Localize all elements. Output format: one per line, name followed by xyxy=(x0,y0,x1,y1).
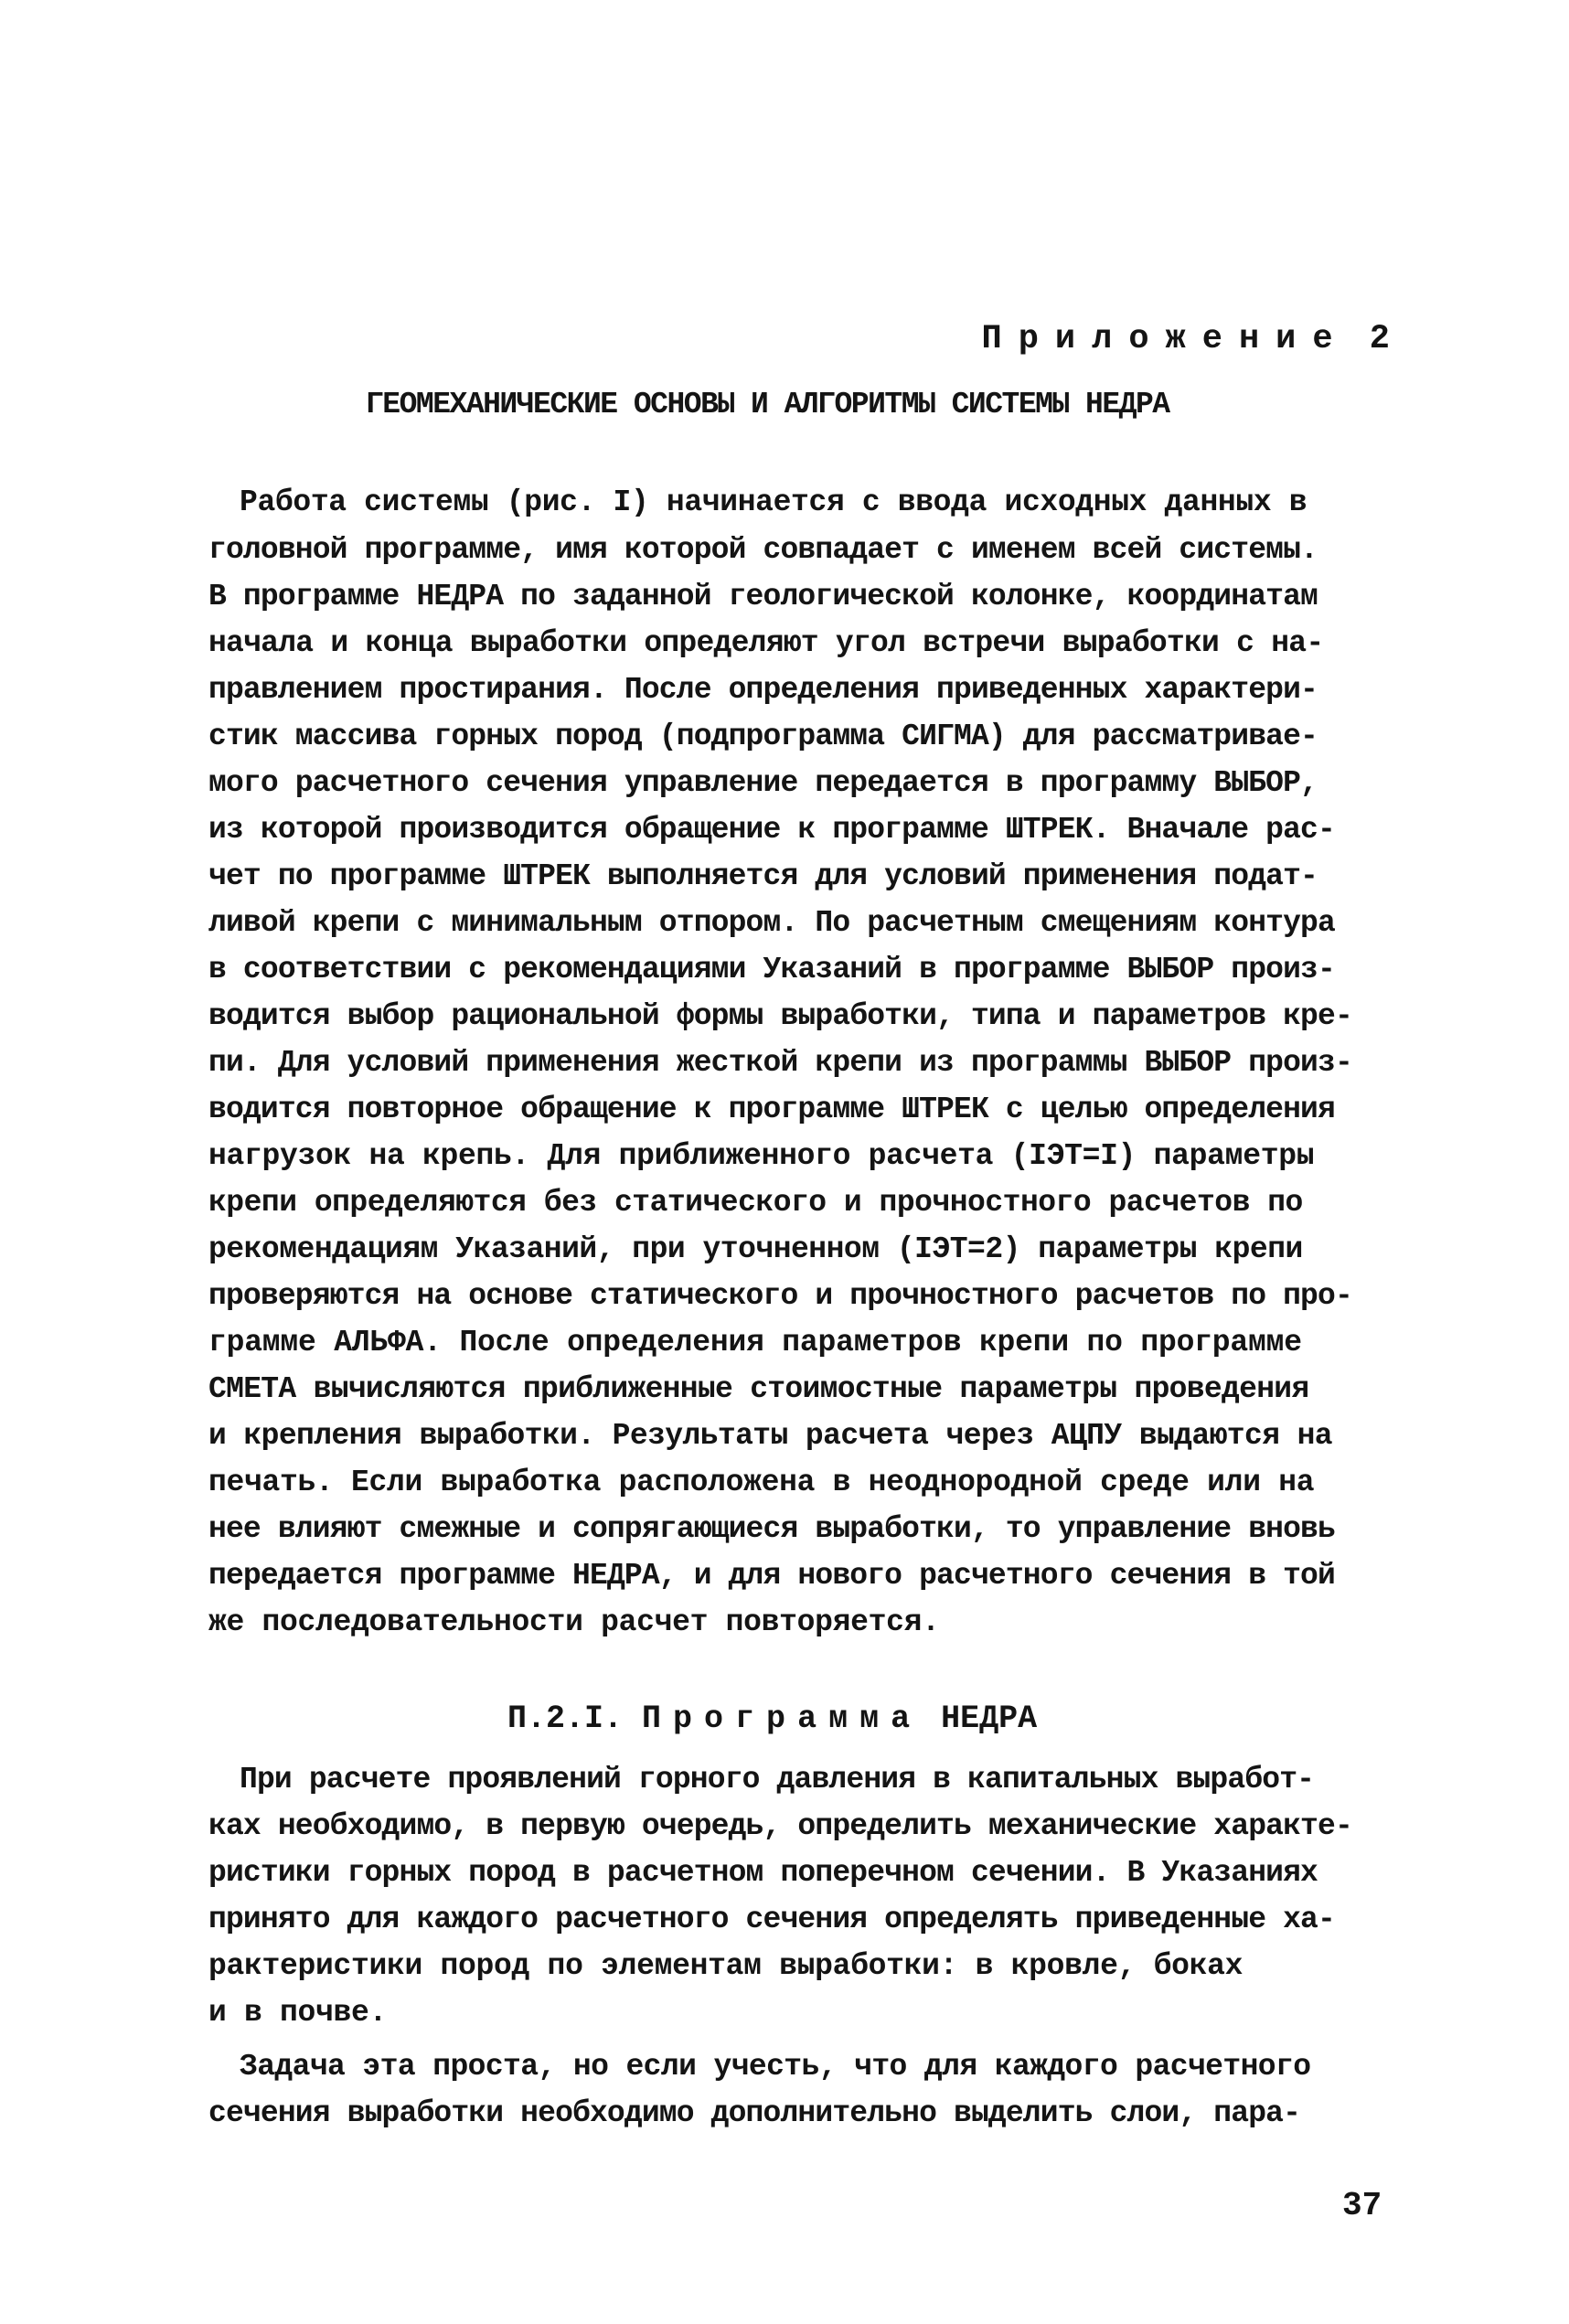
text-line: сечения выработки необходимо дополнительно выделить слои, пара- xyxy=(208,2096,1301,2130)
appendix-word: Приложение xyxy=(981,320,1350,358)
text-line: чет по программе ШТРЕК выполняется для условий применения подат- xyxy=(208,859,1318,893)
text-line: проверяются на основе статического и прочностного расчетов по про- xyxy=(208,1279,1352,1313)
text-line: Задача эта проста, но если учесть, что для каждого расчетного xyxy=(240,2050,1311,2084)
text-line: из которой производится обращение к программе ШТРЕК. Вначале рас- xyxy=(208,813,1335,847)
main-title: ГЕОМЕХАНИЧЕСКИЕ ОСНОВЫ И АЛГОРИТМЫ СИСТЕМЫ НЕДРА xyxy=(366,388,1169,421)
text-line: Работа системы (рис. I) начинается с ввода исходных данных в xyxy=(240,485,1308,519)
section-name: НЕДРА xyxy=(941,1700,1038,1737)
text-line: передается программе НЕДРА, и для нового расчетного сечения в той xyxy=(208,1559,1335,1593)
text-line: же последовательности расчет повторяется. xyxy=(208,1605,940,1639)
section-word: Программа xyxy=(642,1700,923,1737)
text-line: нагрузок на крепь. Для приближенного расчета (IЭТ=I) параметры xyxy=(208,1139,1315,1173)
text-line: водится выбор рациональной формы выработки, типа и параметров кре- xyxy=(208,999,1352,1033)
text-line: правлением простирания. После определения приведенных характери- xyxy=(208,673,1318,707)
text-line: крепи определяются без статического и прочностного расчетов по xyxy=(208,1186,1303,1220)
text-line: пи. Для условий применения жесткой крепи из программы ВЫБОР произ- xyxy=(208,1046,1352,1080)
section-number: П.2.I. xyxy=(507,1700,624,1737)
text-line: принято для каждого расчетного сечения определять приведенные ха- xyxy=(208,1903,1335,1936)
text-line: головной программе, имя которой совпадает с именем всей системы. xyxy=(208,533,1318,567)
text-line: печать. Если выработка расположена в неоднородной среде или на xyxy=(208,1466,1315,1499)
text-line: в соответствии с рекомендациями Указаний в программе ВЫБОР произ- xyxy=(208,953,1335,986)
text-line: начала и конца выработки определяют угол встречи выработки с на- xyxy=(208,626,1324,660)
text-line: мого расчетного сечения управление передается в программу ВЫБОР, xyxy=(208,766,1318,800)
text-line: СМЕТА вычисляются приближенные стоимостные параметры проведения xyxy=(208,1372,1309,1406)
text-line: ливой крепи с минимальным отпором. По расчетным смещениям контура xyxy=(208,906,1335,940)
appendix-number: 2 xyxy=(1369,320,1390,358)
text-line: рактеристики пород по элементам выработки: в кровле, боках xyxy=(208,1949,1243,1983)
text-line: В программе НЕДРА по заданной геологической колонке, координатам xyxy=(208,580,1318,613)
section-heading xyxy=(507,1700,1037,1737)
text-line: водится повторное обращение к программе ШТРЕК с целью определения xyxy=(208,1093,1335,1126)
text-line: рекомендациям Указаний, при уточненном (IЭТ=2) параметры крепи xyxy=(208,1232,1303,1266)
text-line: и крепления выработки. Результаты расчета через АЦПУ выдаются на xyxy=(208,1419,1333,1453)
text-line: стик массива горных пород (подпрограмма СИГМА) для рассматривае- xyxy=(208,720,1318,753)
text-line: нее влияют смежные и сопрягающиеся выработки, то управление вновь xyxy=(208,1512,1335,1546)
page-number: 37 xyxy=(1342,2187,1382,2224)
text-line: При расчете проявлений горного давления в капитальных выработ- xyxy=(240,1763,1315,1796)
text-line: грамме АЛЬФА. После определения параметров крепи по программе xyxy=(208,1326,1302,1359)
text-line: ристики горных пород в расчетном поперечном сечении. В Указаниях xyxy=(208,1856,1318,1890)
text-line: и в почве. xyxy=(208,1996,388,2030)
appendix-label xyxy=(982,320,1390,358)
text-line: ках необходимо, в первую очередь, определить механические характе- xyxy=(208,1809,1352,1843)
